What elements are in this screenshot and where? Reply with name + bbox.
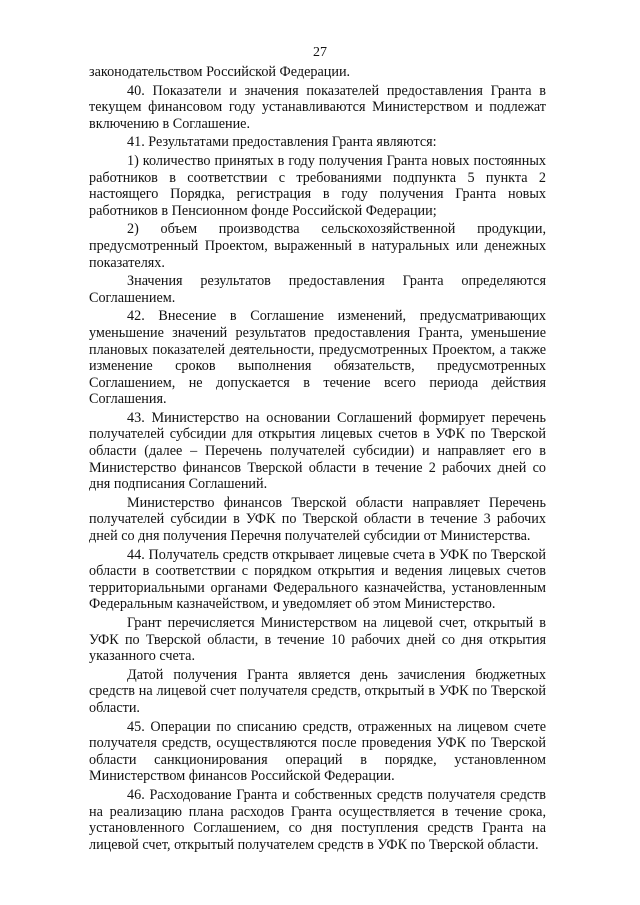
paragraph-41-values: Значения результатов предоставления Гранта определяются Соглашением. — [89, 273, 546, 306]
paragraph-41-item-1: 1) количество принятых в году получения Гранта новых постоянных работников в соответствии с требованиями подпункта 5 пункта 2 настоящего Порядка, регистрация в году получения Гранта новых работников в Пенсионном фонде Российской Федерации; — [89, 152, 546, 219]
paragraph-44: 44. Получатель средств открывает лицевые счета в УФК по Тверской области в соответствии с порядком открытия и ведения лицевых счетов территориальными органами Федерального казначейства, установленным Федеральным казначейством, и уведомляет об этом Министерство. — [89, 546, 546, 613]
paragraph-44-transfer: Грант перечисляется Министерством на лицевой счет, открытый в УФК по Тверской области, в течение 10 рабочих дней со дня открытия указанного счета. — [89, 615, 546, 665]
document-body — [89, 64, 546, 855]
paragraph-41: 41. Результатами предоставления Гранта являются: — [127, 134, 437, 151]
paragraph-40: 40. Показатели и значения показателей предоставления Гранта в текущем финансовом году устанавливаются Министерством и подлежат включению в Соглашение. — [89, 82, 546, 132]
paragraph-46: 46. Расходование Гранта и собственных средств получателя средств на реализацию плана расходов Гранта осуществляется в течение срока, установленного Соглашением, со дня поступления средств Гранта на лицевой счет, открытый получателем средств в УФК по Тверской области. — [89, 786, 546, 853]
paragraph-45: 45. Операции по списанию средств, отраженных на лицевом счете получателя средств, осуществляются после проведения УФК по Тверской области санкционирования операций в порядке, установленном Министерством финансов Российской Федерации. — [89, 718, 546, 785]
paragraph-42: 42. Внесение в Соглашение изменений, предусматривающих уменьшение значений результатов предоставления Гранта, уменьшение плановых показателей деятельности, предусмотренных Проектом, а также изменение сроков выполнения обязательств, предусмотренных Соглашением, не допускается в течение всего периода действия Соглашения. — [89, 308, 546, 408]
paragraph-44-date: Датой получения Гранта является день зачисления бюджетных средств на лицевой счет получателя средств, открытый в УФК по Тверской области. — [89, 666, 546, 716]
paragraph-continuation: законодательством Российской Федерации. — [89, 64, 351, 80]
paragraph-41-item-2: 2) объем производства сельскохозяйственной продукции, предусмотренный Проектом, выраженный в натуральных или денежных показателях. — [89, 221, 546, 271]
paragraph-43-finance: Министерство финансов Тверской области направляет Перечень получателей субсидии в УФК по Тверской области в течение 3 рабочих дней со дня получения Перечня получателей субсидии от Министерства. — [89, 494, 546, 545]
paragraph-43: 43. Министерство на основании Соглашений формирует перечень получателей субсидии для открытия лицевых счетов в УФК по Тверской области (далее – Перечень получателей субсидии) и направляет его в Министерство финансов Тверской области в течение 2 рабочих дней со дня подписания Соглашений. — [89, 409, 546, 493]
page-number: 27 — [313, 45, 327, 60]
